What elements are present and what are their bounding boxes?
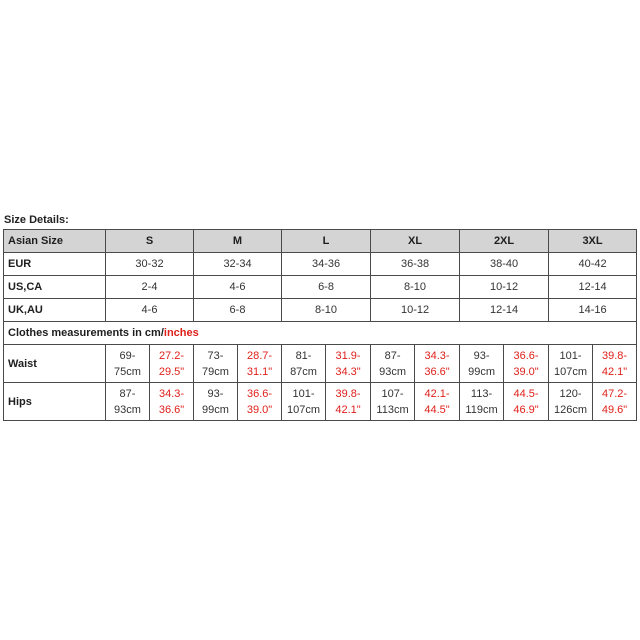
measurements-heading-prefix: Clothes measurements in cm/ [8, 327, 164, 339]
waist-cm-m [194, 345, 238, 383]
region-value: 40-42 [549, 253, 637, 276]
size-table [3, 229, 637, 421]
inch-line: 31.1" [246, 365, 273, 378]
cm-line: 87- [119, 387, 136, 400]
region-value: 2-4 [106, 276, 194, 299]
inch-line: 44.5- [513, 387, 539, 400]
inch-line: 34.3- [158, 387, 185, 400]
cm-line: 99cm [468, 365, 495, 378]
inch-line: 42.1" [601, 365, 628, 378]
cm-line: 93- [207, 387, 224, 400]
region-value: 34-36 [282, 253, 371, 276]
size-l-header: L [282, 230, 371, 253]
inch-line: 29.5" [158, 365, 185, 378]
hips-inch-s [150, 383, 194, 421]
inch-line: 42.1" [335, 403, 361, 416]
waist-inch-l [326, 345, 371, 383]
region-value: 32-34 [194, 253, 282, 276]
region-value: 12-14 [549, 276, 637, 299]
cm-line: 101- [559, 349, 582, 362]
hips-inch-xl [415, 383, 460, 421]
inch-line: 39.0" [513, 365, 539, 378]
cm-line: 126cm [554, 403, 588, 416]
size-2xl-header: 2XL [460, 230, 549, 253]
region-row-eur [4, 253, 637, 276]
asian-size-label: Asian Size [4, 230, 106, 253]
waist-cm-3xl [549, 345, 593, 383]
cm-line: 93cm [114, 403, 141, 416]
inch-line: 27.2- [158, 349, 185, 362]
waist-inch-xl [415, 345, 460, 383]
cm-line: 81- [295, 349, 312, 362]
cm-line: 79cm [202, 365, 229, 378]
inch-line: 39.8- [335, 387, 361, 400]
cm-line: 93cm [379, 365, 406, 378]
region-value: 38-40 [460, 253, 549, 276]
inch-line: 28.7- [246, 349, 273, 362]
cm-line: 87- [384, 349, 401, 362]
cm-line: 73- [207, 349, 224, 362]
hips-cm-3xl [549, 383, 593, 421]
hips-inch-2xl [504, 383, 549, 421]
size-xl-header: XL [371, 230, 460, 253]
hips-cm-l [282, 383, 326, 421]
inch-line: 39.8- [601, 349, 628, 362]
region-value: 12-14 [460, 299, 549, 322]
inch-line: 49.6" [601, 403, 628, 416]
inch-line: 36.6" [424, 365, 450, 378]
region-value: 14-16 [549, 299, 637, 322]
hips-row [4, 383, 637, 421]
hips-cm-2xl [460, 383, 504, 421]
waist-inch-3xl [593, 345, 637, 383]
waist-inch-m [238, 345, 282, 383]
inch-line: 39.0" [246, 403, 273, 416]
hips-label: Hips [4, 383, 106, 421]
hips-cm-m [194, 383, 238, 421]
hips-cm-xl [371, 383, 415, 421]
inch-line: 44.5" [424, 403, 450, 416]
waist-inch-s [150, 345, 194, 383]
hips-inch-3xl [593, 383, 637, 421]
measurements-heading [4, 322, 637, 345]
cm-line: 107cm [287, 403, 321, 416]
cm-line: 113- [470, 387, 493, 400]
waist-inch-2xl [504, 345, 549, 383]
inch-line: 42.1- [424, 387, 450, 400]
region-value: 4-6 [194, 276, 282, 299]
cm-line: 107- [381, 387, 404, 400]
region-value: 8-10 [371, 276, 460, 299]
waist-cm-xl [371, 345, 415, 383]
cm-line: 69- [119, 349, 136, 362]
hips-inch-m [238, 383, 282, 421]
inch-line: 36.6- [513, 349, 539, 362]
measurements-heading-inches: inches [163, 327, 199, 339]
region-value: 6-8 [282, 276, 371, 299]
cm-line: 107cm [554, 365, 588, 378]
region-value: 8-10 [282, 299, 371, 322]
hips-cm-s [106, 383, 150, 421]
region-value: 36-38 [371, 253, 460, 276]
cm-line: 99cm [202, 403, 229, 416]
measurements-heading-row [4, 322, 637, 345]
size-details-title: Size Details: [4, 214, 69, 226]
size-m-header: M [194, 230, 282, 253]
hips-inch-l [326, 383, 371, 421]
region-label: UK,AU [4, 299, 106, 322]
cm-line: 113cm [376, 403, 409, 416]
region-value: 4-6 [106, 299, 194, 322]
size-s-header: S [106, 230, 194, 253]
region-label: US,CA [4, 276, 106, 299]
region-value: 6-8 [194, 299, 282, 322]
inch-line: 36.6- [246, 387, 273, 400]
inch-line: 34.3" [335, 365, 361, 378]
inch-line: 47.2- [601, 387, 628, 400]
cm-line: 119cm [465, 403, 498, 416]
size-header-row [4, 230, 637, 253]
region-row-uk-au [4, 299, 637, 322]
cm-line: 120- [559, 387, 582, 400]
region-value: 10-12 [371, 299, 460, 322]
inch-line: 36.6" [158, 403, 185, 416]
waist-cm-2xl [460, 345, 504, 383]
region-label: EUR [4, 253, 106, 276]
cm-line: 101- [292, 387, 315, 400]
waist-cm-l [282, 345, 326, 383]
inch-line: 46.9" [513, 403, 539, 416]
cm-line: 87cm [290, 365, 317, 378]
inch-line: 31.9- [335, 349, 361, 362]
inch-line: 34.3- [424, 349, 450, 362]
region-value: 10-12 [460, 276, 549, 299]
waist-label: Waist [4, 345, 106, 383]
cm-line: 93- [473, 349, 490, 362]
waist-cm-s [106, 345, 150, 383]
region-row-us-ca [4, 276, 637, 299]
cm-line: 75cm [114, 365, 141, 378]
waist-row [4, 345, 637, 383]
region-value: 30-32 [106, 253, 194, 276]
size-3xl-header: 3XL [549, 230, 637, 253]
